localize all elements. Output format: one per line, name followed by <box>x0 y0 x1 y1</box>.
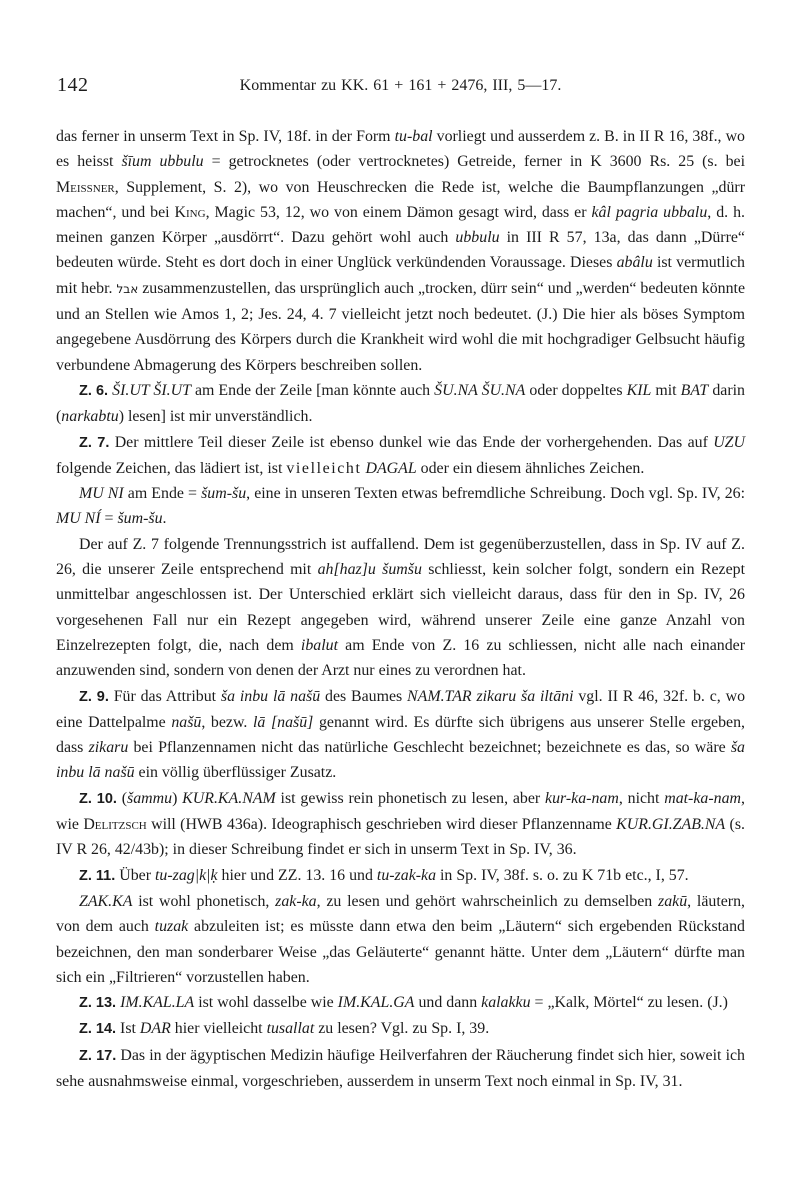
note-z10: Z. 10. (šammu) KUR.KA.NAM ist gewiss rein phonetisch zu lesen, aber kur-ka-nam, nicht mat-ka-nam, wie Delitzsch will (HWB 436a). Ideographisch geschrieben wird dieser Pflanzenname KUR.GI.ZAB.NA (s. IV R 26, 42/43b); in dieser Schreibung findet er sich in unserm Text in Sp. IV, 36. <box>56 789 746 859</box>
note-z7-mu-ni: MU NI am Ende = šum-šu, eine in unseren Texten etwas befremdliche Schreibung. Doch vgl. Sp. IV, 26: MU NÍ = šum-šu. <box>56 485 745 528</box>
line-label: Z. 17. <box>79 1047 117 1064</box>
note-z17: Z. 17. Das in der ägyptischen Medizin häufige Heilverfahren der Räucherung findet sich hier, soweit ich sehe ausnahmsweise einmal, vorgeschrieben, ausserdem in unserm Text noch einmal in Sp. IV, 31. <box>56 1046 745 1090</box>
note-z11-zakka: ZAK.KA ist wohl phonetisch, zak-ka, zu lesen und gehört wahrscheinlich zu demselben zakū, läutern, von dem auch tuzak abzuleiten ist; es müsste dann etwa den beim „Läutern“ sich ergebenden Rückstand bezeichnen, den man sonderbarer Weise „das Geläuterte“ genannt hätte. Unter dem „Läutern“ dürfte man sich ein „Filtrieren“ vorzustellen haben. <box>56 892 745 986</box>
line-label: Z. 9. <box>79 688 109 705</box>
note-z6: Z. 6. ŠI.UT ŠI.UT am Ende der Zeile [man könnte auch ŠU.NA ŠU.NA oder doppeltes KIL mit BAT darin (narkabtu) lesen] ist mir unverständlich. <box>56 381 745 426</box>
note-z9: Z. 9. Für das Attribut ša inbu lā našū des Baumes NAM.TAR zikaru ša iltāni vgl. II R 46, 32f. b. c, wo eine Dattelpalme našū, bezw. lā [našū] genannt wird. Es dürfte sich übrigens aus unserer Stelle ergeben, dass zikaru bei Pflanzennamen nicht das natürliche Geschlecht bezeichnet; bezeichnete es das, so wäre ša inbu lā našū ein völlig überflüssiger Zusatz. <box>56 687 746 782</box>
commentary-body <box>56 124 745 1094</box>
note-z7: Z. 7. Der mittlere Teil dieser Zeile ist ebenso dunkel wie das Ende der vorhergehenden. Das auf UZU folgende Zeichen, das lädiert ist, ist vielleicht DAGAL oder ein diesem ähnliches Zeichen. <box>56 433 745 477</box>
line-label: Z. 6. <box>79 382 109 399</box>
line-label: Z. 14. <box>79 1021 117 1038</box>
line-label: Z. 7. <box>79 434 110 451</box>
note-z11: Z. 11. Über tu-zag|k|ḳ hier und ZZ. 13. 16 und tu-zak-ka in Sp. IV, 38f. s. o. zu K 71b etc., I, 57. <box>79 866 689 884</box>
paragraph-continuation: das ferner in unserm Text in Sp. IV, 18f. in der Form tu-bal vorliegt und ausserdem z. B. in II R 16, 38f., wo es heisst šīum ubbulu = getrocknetes (oder vertrocknetes) Getreide, ferner in K 3600 Rs. 25 (s. bei Meissner, Supplement, S. 2), wo von Heuschrecken die Rede ist, welche die Baumpflanzungen „dürr machen“, und bei King, Magic 53, 12, wo von einem Dämon gesagt wird, dass er kâl pagria ubbalu, d. h. meinen ganzen Körper „ausdörrt“. Dazu gehört wohl auch ubbulu in III R 57, 13a, das dann „Dürre“ bedeuten würde. Steht es dort doch in einer Unglück verkündenden Voraussage. Dieses abâlu ist vermutlich mit hebr. אבל zusammenzustellen, das ursprünglich auch „trocken, dürr sein“ und „werden“ bedeuten könnte und an Stellen wie Amos 1, 2; Jes. 24, 4. 7 vielleicht jetzt noch bedeutet. (J.) Die hier als böses Symptom angegebene Ausdörrung des Körpers durch die Krankheit wird wohl die mit hochgradiger Gelbsucht häufig verbundene Abmagerung des Körpers beschreiben sollen. <box>56 128 746 374</box>
line-label: Z. 10. <box>79 790 117 807</box>
note-z14: Z. 14. Ist DAR hier vielleicht tusallat zu lesen? Vgl. zu Sp. I, 39. <box>79 1020 490 1038</box>
running-head: Kommentar zu KK. 61 + 161 + 2476, III, 5—17. <box>239 77 562 94</box>
note-z7-trennungsstrich: Der auf Z. 7 folgende Trennungsstrich ist auffallend. Dem ist gegenüberzustellen, dass in Sp. IV auf Z. 26, die unserer Zeile entsprechend mit ah[haz]u šumšu schliesst, kein solcher folgt, sondern ein Rezept unmittelbar angeschlossen ist. Der Unterschied erklärt sich vielleicht daraus, dass für den in Sp. IV, 26 vorgesehenen Fall nur ein Rezept angegeben wird, während unserer Zeile eine ganze Anzahl von Einzelrezepten folgt, die, nach dem ibalut am Ende von Z. 16 zu schliessen, nicht alle nach einander anzuwenden sind, sondern von denen der Arzt nur eines zu verordnen hat. <box>56 535 745 680</box>
line-label: Z. 11. <box>79 867 116 884</box>
page-number: 142 <box>57 74 89 96</box>
line-label: Z. 13. <box>79 995 117 1012</box>
note-z13: Z. 13. IM.KAL.LA ist wohl dasselbe wie IM.KAL.GA und dann kalakku = „Kalk, Mörtel“ zu lesen. (J.) <box>79 994 728 1012</box>
